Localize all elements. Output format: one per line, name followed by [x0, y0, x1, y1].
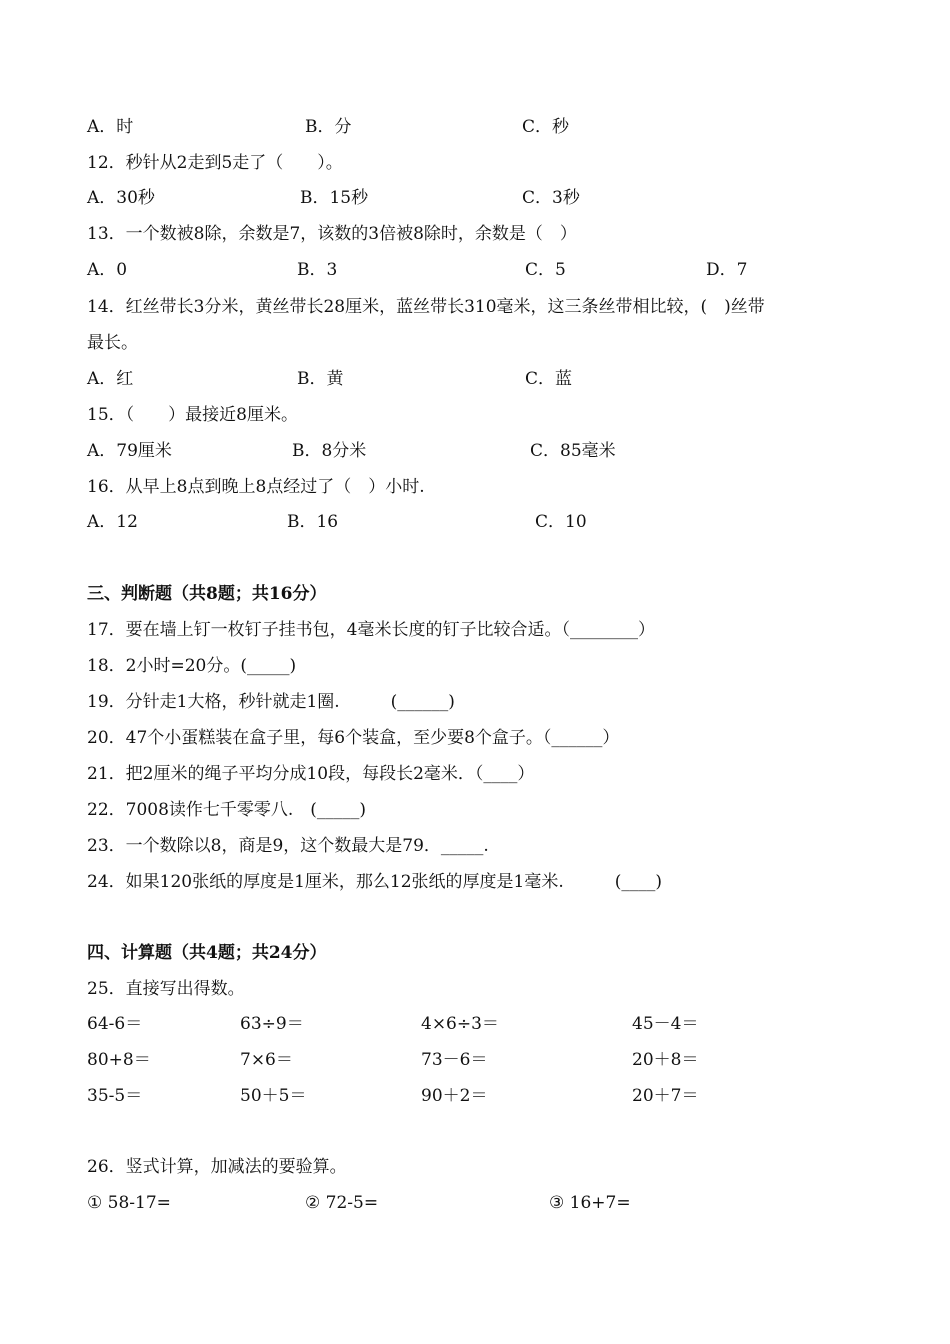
- q14-option-c: C．蓝: [525, 369, 573, 389]
- q25-stem: 25．直接写出得数。: [87, 979, 245, 999]
- q15-option-a: A．79厘米: [87, 441, 172, 461]
- q12-option-c: C．3秒: [522, 188, 580, 208]
- q12-option-b: B．15秒: [300, 188, 369, 208]
- q25-problem: 80+8＝: [87, 1050, 151, 1070]
- q14-option-a: A．红: [87, 369, 134, 389]
- q25-problem: 90＋2＝: [421, 1086, 488, 1106]
- q26-item-3: ③ 16+7=: [549, 1193, 631, 1213]
- q16-option-c: C．10: [535, 512, 587, 532]
- q18-stem: 18．2小时=20分。(_____): [87, 656, 297, 676]
- q13-option-c: C．5: [525, 260, 566, 280]
- q13-option-d: D．7: [706, 260, 748, 280]
- q25-problem: 50＋5＝: [240, 1086, 307, 1106]
- q25-problem: 73－6＝: [421, 1050, 488, 1070]
- q16-option-b: B．16: [287, 512, 339, 532]
- q20-stem: 20．47个小蛋糕装在盒子里，每6个装盒，至少要8个盒子。（______）: [87, 728, 620, 748]
- q15-option-b: B．8分米: [292, 441, 367, 461]
- q11-option-c: C．秒: [522, 117, 570, 137]
- q21-stem: 21．把2厘米的绳子平均分成10段，每段长2毫米．（____）: [87, 764, 535, 784]
- q14-stem-line1: 14．红丝带长3分米，黄丝带长28厘米，蓝丝带长310毫米，这三条丝带相比较，( )丝带: [87, 297, 765, 317]
- q25-problem: 4×6÷3＝: [421, 1014, 499, 1034]
- q19-stem: 19．分针走1大格，秒针就走1圈. (______): [87, 692, 455, 712]
- q16-option-a: A．12: [87, 512, 138, 532]
- q14-option-b: B．黄: [297, 369, 344, 389]
- q15-stem: 15．（ ）最接近8厘米。: [87, 405, 298, 425]
- q12-stem: 12．秒针从2走到5走了（ ）。: [87, 153, 343, 173]
- q25-problem: 20＋8＝: [632, 1050, 699, 1070]
- q23-stem: 23．一个数除以8，商是9，这个数最大是79．_____.: [87, 836, 489, 856]
- q26-item-1: ① 58-17=: [87, 1193, 171, 1213]
- q22-stem: 22．7008读作七千零零八. (_____): [87, 800, 367, 820]
- q26-stem: 26．竖式计算，加减法的要验算。: [87, 1157, 347, 1177]
- q25-problem: 35-5＝: [87, 1086, 143, 1106]
- q25-problem: 64-6＝: [87, 1014, 143, 1034]
- q13-option-b: B．3: [297, 260, 338, 280]
- q14-stem-line2: 最长。: [87, 333, 138, 353]
- q17-stem: 17．要在墙上钉一枚钉子挂书包，4毫米长度的钉子比较合适。（________）: [87, 620, 655, 640]
- q11-option-b: B．分: [305, 117, 352, 137]
- q25-problem: 7×6＝: [240, 1050, 293, 1070]
- q25-problem: 45－4＝: [632, 1014, 699, 1034]
- q13-option-a: A．0: [87, 260, 128, 280]
- q24-stem: 24．如果120张纸的厚度是1厘米，那么12张纸的厚度是1毫米. (____): [87, 872, 663, 892]
- q11-option-a: A．时: [87, 117, 134, 137]
- q25-problem: 20＋7＝: [632, 1086, 699, 1106]
- q16-stem: 16．从早上8点到晚上8点经过了（ ）小时.: [87, 477, 425, 497]
- q25-problem: 63÷9＝: [240, 1014, 304, 1034]
- q13-stem: 13．一个数被8除，余数是7，该数的3倍被8除时，余数是（ ）: [87, 224, 577, 244]
- q26-item-2: ② 72-5=: [305, 1193, 379, 1213]
- section4-title: 四、计算题（共4题；共24分）: [87, 943, 327, 963]
- q12-option-a: A．30秒: [87, 188, 155, 208]
- q15-option-c: C．85毫米: [530, 441, 616, 461]
- section3-title: 三、判断题（共8题；共16分）: [87, 584, 327, 604]
